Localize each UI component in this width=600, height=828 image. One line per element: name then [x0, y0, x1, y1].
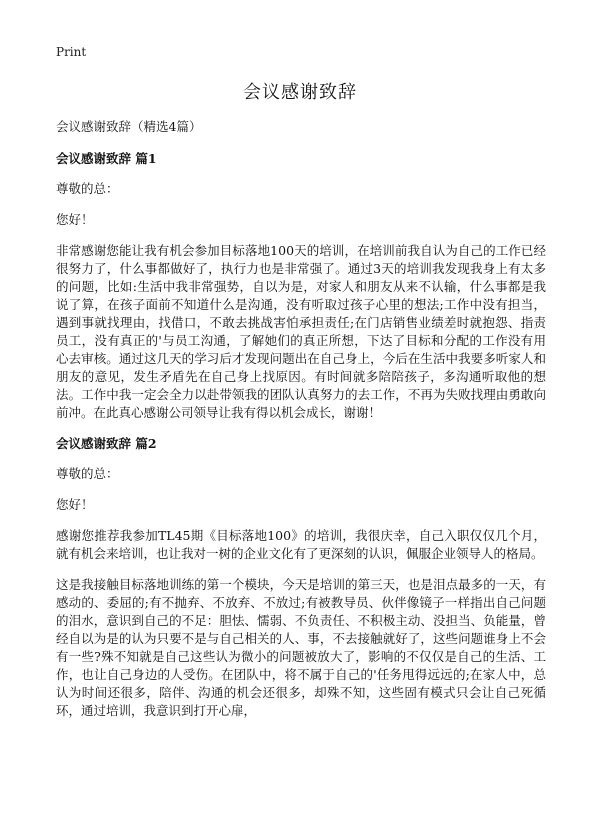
- section-heading: 会议感谢致辞 篇2: [56, 436, 157, 451]
- document-body: [56, 118, 546, 733]
- salutation: 尊敬的总：: [56, 181, 119, 196]
- section-1: [56, 150, 546, 422]
- body-paragraph: 非常感谢您能让我有机会参加目标落地100天的培训，在培训前我自认为自己的工作已经很努力了，什么事都做好了，执行力也是非常强了。通过3天的培训我发现我身上有太多的问题，比如:生活中我非常强势，自以为是，对家人和朋友从来不认输，什么事都是我说了算，在孩子面前不知道什么是沟通，没有听取过孩子心里的想法;工作中没有担当，遇到事就找理由，找借口，不敢去挑战害怕承担责任;在门店销售业绩差时就抱怨、指责员工，没有真正的'与员工沟通，了解她们的真正所想，下达了目标和分配的工作没有用心去审核。通过这几天的学习后才发现问题出在自己身上，今后在生活中我要多听家人和朋友的意见，发生矛盾先在自己身上找原因。有时间就多陪陪孩子，多沟通听取他的想法。工作中我一定会全力以赴带领我的团队认真努力的去工作，不再为失败找理由勇敢向前冲。在此真心感谢公司领导让我有得以机会成长，谢谢！: [56, 243, 546, 420]
- greeting: 您好！: [56, 212, 94, 227]
- section-2: [56, 435, 546, 720]
- section-heading: 会议感谢致辞 篇1: [56, 151, 157, 166]
- print-label: Print: [56, 45, 87, 59]
- document-subtitle: 会议感谢致辞（精选4篇）: [56, 119, 202, 134]
- body-paragraph: 感谢您推荐我参加TL45期《目标落地100》的培训，我很庆幸，自己入职仅仅几个月，就有机会来培训，也让我对一树的企业文化有了更深刻的认识，佩服企业领导人的格局。: [56, 528, 546, 561]
- body-paragraph: 这是我接触目标落地训练的第一个模块，今天是培训的第三天，也是泪点最多的一天，有感动的、委屈的;有不抛弃、不放弃、不放过;有被教导员、伙伴像镜子一样指出自己问题的泪水，意识到自己的不足：胆怯、懦弱、不负责任、不积极主动、没担当、负能量，曾经自以为是的认为只要不是与自己相关的人、事，不去接触就好了，这些问题谁身上不会有一些?殊不知就是自己这些认为微小的问题被放大了，影响的不仅仅是自己的生活、工作，也让自己身边的人受伤。在团队中，将不属于自己的'任务甩得远远的;在家人中，总认为时间还很多，陪伴、沟通的机会还很多，却殊不知，这些固有模式只会让自己死循环，通过培训，我意识到打开心扉，: [56, 577, 546, 718]
- salutation: 尊敬的总：: [56, 466, 119, 481]
- document-title: 会议感谢致辞: [243, 82, 357, 103]
- greeting: 您好！: [56, 497, 94, 512]
